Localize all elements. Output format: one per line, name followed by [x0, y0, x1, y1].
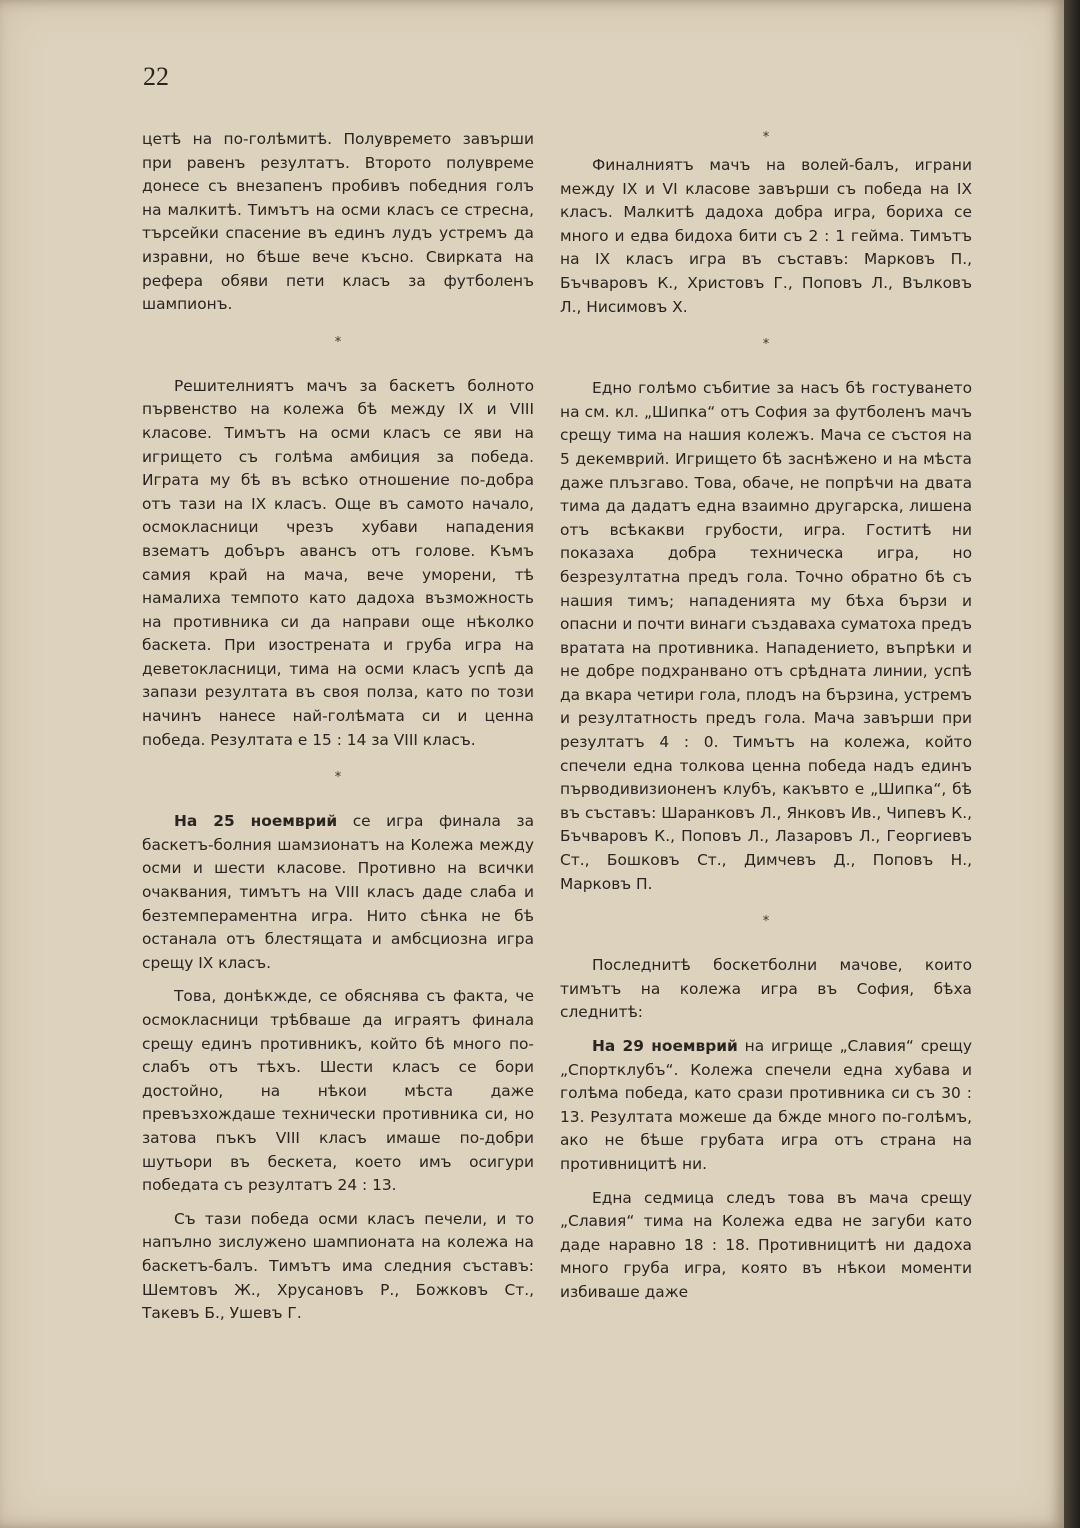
date-heading: На 25 ноемврий	[174, 812, 338, 831]
right-paragraph-2: Едно голѣмо събитие за насъ бѣ гостуването на см. кл. „Шипка“ отъ София за футболенъ мачъ срещу тима на нашия колежъ. Мача се състоя на 5 декемврий. Игрището бѣ заснѣжено и на мѣста даже плъзгаво. Това, обаче, не попрѣчи на двата тима да дадатъ една взаимно другарска, лишена отъ всѣкакви грубости, игра. Гоститѣ ни показаха добра техническа игра, но безрезултатна предъ гола. Точно обратно бѣ съ нашия тимъ; нападенията му бѣха бързи и опасни и почти винаги създаваха суматоха предъ вратата на противника. Нападението, въпрѣки и не добре подхранвано отъ срѣдната линии, успѣ да вкара четири гола, плодъ на бързина, устремъ и резултатность предъ гола. Мача завърши при резултатъ 4 : 0. Тимътъ на колежа, който спечели една толкова ценна победа надъ единъ първодивизионенъ клубъ, какъвто е „Шипка“, бѣ въ съставъ: Шаранковъ Л., Янковъ Ив., Чипевъ К., Бъчваровъ К., Поповъ Л., Лазаровъ Л., Георгиевъ Ст., Бошковъ Ст., Димчевъ Д., Поповъ Н., Марковъ П.	[560, 379, 972, 893]
left-column	[142, 128, 534, 1326]
section-separator-star: *	[762, 337, 770, 353]
section-separator-star: *	[334, 770, 342, 786]
right-paragraph-3: Последнитѣ боскетболни мачове, които тимътъ на колежа игра въ София, бѣха следнитѣ:	[560, 956, 972, 1022]
left-paragraph-5: Съ тази победа осми класъ печели, и то напълно зислужено шампионата на колежа на баскетъ-балъ. Тимътъ има следния съставъ: Шемтовъ Ж., Хрусановъ Р., Божковъ Ст., Такевъ Б., Ушевъ Г.	[142, 1209, 534, 1323]
left-paragraph-2: Решителниятъ мачъ за баскетъ болното първенство на колежа бѣ между IX и VIII класове. Тимътъ на осми класъ се яви на игрището съ голѣма амбиция за победа. Играта му бѣ въ всѣко отношение по-добра отъ тази на IX класъ. Още въ самото начало, осмокласници чрезъ хубави нападения взематъ добъръ авансъ отъ голове. Къмъ самия край на мача, вече уморени, тѣ намалиха темпото като дадоха възможность на противника си да направи още нѣколко баскета. При изострената и груба игра на деветокласници, тима на осми класъ успѣ да запази резултата въ своя полза, като по този начинъ нанесе най-голѣмата си и ценна победа. Резултата е 15 : 14 за VIII класъ.	[142, 376, 534, 749]
date-heading: На 29 ноемврий	[592, 1037, 738, 1055]
right-paragraph-4	[560, 1035, 972, 1177]
left-paragraph-1: цетѣ на по-голѣмитѣ. Полувремето завърши при равенъ резултатъ. Второто полувреме донесе съ внезапенъ пробивъ победния голъ на малкитѣ. Тимътъ на осми класъ се стресна, търсейки спасение въ единъ лудъ устремъ да изравни, но бѣше вече късно. Свирката на рефера обяви пети класъ за футболенъ шампионъ.	[142, 130, 534, 314]
book-binding-edge	[1064, 0, 1080, 1528]
right-column	[560, 128, 972, 1305]
section-separator-star: *	[762, 130, 770, 145]
page-number: 22	[143, 62, 169, 91]
right-paragraph-1: Финалниятъ мачъ на волей-балъ, играни между IX и VI класове завърши съ победа на IX класъ. Малкитѣ дадоха добра игра, бориха се много и едва бидоха бити съ 2 : 1 гейма. Тимътъ на IX класъ игра въ съставъ: Марковъ П., Бъчваровъ К., Христовъ Г., Поповъ Л., Вълковъ Л., Нисимовъ Х.	[560, 156, 972, 316]
left-paragraph-3	[142, 810, 534, 975]
right-paragraph-5: Една седмица следъ това въ мача срещу „Славия“ тима на Колежа едва не загуби като даде наравно 18 : 18. Противницитѣ ни дадоха много груба игра, която въ нѣкои моменти избиваше даже	[560, 1188, 972, 1301]
paragraph-text: се игра финала за баскетъ-болния шамзионатъ на Колежа между осми и шести класове. Противно на всички очаквания, тимътъ на VIII класъ даде слаба и безтемпераментна игра. Нито сѣнка не бѣ останала отъ блестящата и амбсциозна игра срещу IX класъ.	[142, 812, 535, 972]
left-paragraph-4: Това, донѣкжде, се обяснява съ факта, че осмокласници трѣбваше да играятъ финала срещу единъ противникъ, който бѣ много по-слабъ отъ тѣхъ. Шести класъ се бори достойно, на нѣкои мѣста даже превъзхождаше технически противника си, но затова пъкъ VIII класъ имаше по-добри шутьори въ бескета, което имъ осигури победата съ резултатъ 24 : 13.	[142, 987, 534, 1195]
paragraph-text: на игрище „Славия“ срещу „Спортклубъ“. Колежа спечели една хубава и голѣма победа, като срази противника си съ 30 : 13. Резултата можеше да бжде много по-голѣмъ, ако не бѣше грубата игра отъ страна на противницитѣ ни.	[560, 1037, 972, 1173]
section-separator-star: *	[762, 914, 770, 930]
section-separator-star: *	[334, 334, 342, 350]
